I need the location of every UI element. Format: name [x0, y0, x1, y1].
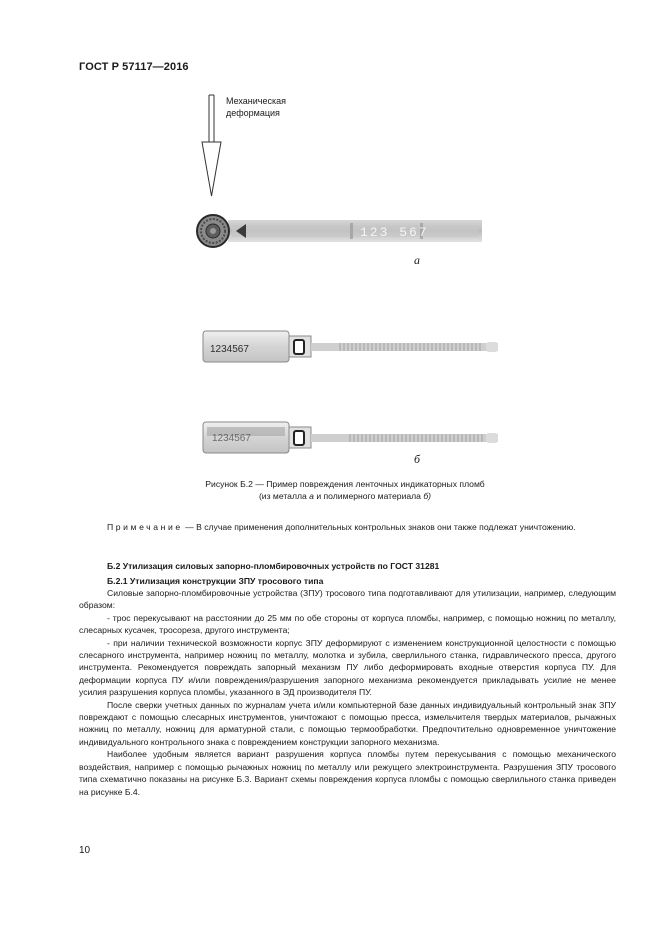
- paragraph-1: Силовые запорно-пломбировочные устройства (ЗПУ) тросового типа подготавливают для утилизации, например, следующим образом:: [79, 588, 616, 611]
- paragraph-5: Наиболее удобным является вариант разрушения корпуса пломбы путем перекусывания с помощью механического воздействия, например с помощью рычажных ножниц по металлу или режущего электроинструмента. Разрушения ЗПУ тросового типа схематично показаны на рисунке Б.3. Вариант схемы повреждения корпуса пломбы с помощью сверлильного станка приведен на рисунке Б.4.: [79, 749, 616, 797]
- page-number: 10: [79, 845, 91, 856]
- caption-line2: (из металла а и полимерного материала б): [258, 491, 432, 501]
- section-b21-title: Б.2.1 Утилизация конструкции ЗПУ тросового типа: [107, 576, 324, 586]
- figure-caption: [160, 478, 530, 502]
- arrow-label-line2: деформация: [226, 108, 280, 118]
- polymer-seal-b1: [203, 331, 498, 362]
- arrow-label-line1: Механическая: [226, 96, 287, 106]
- seal-b1-number: 1234567: [210, 344, 249, 355]
- paragraph-2: - трос перекусывают на расстоянии до 25 мм по обе стороны от корпуса пломбы, например, с помощью ножниц по металлу, слесарных кусачек, тросореза, другого инструмента;: [79, 612, 616, 636]
- note-word: Примечание: [107, 522, 183, 532]
- note: [79, 521, 616, 533]
- document-header: ГОСТ Р 57117—2016: [79, 61, 189, 73]
- section-b2-title: Б.2 Утилизация силовых запорно-пломбировочных устройств по ГОСТ 31281: [107, 561, 440, 571]
- metal-seal-a: [197, 215, 482, 247]
- note-text: — В случае применения дополнительных контрольных знаков они также подлежат уничтожению.: [182, 522, 576, 532]
- polymer-seal-b2: [203, 422, 498, 453]
- arrow-label: [226, 95, 286, 119]
- seal-a-number: 123 567: [360, 225, 429, 240]
- caption-line1: Рисунок Б.2 — Пример повреждения ленточных индикаторных пломб: [205, 479, 485, 489]
- seal-b2-number: 1234567: [212, 433, 251, 444]
- paragraph-3: - при наличии технической возможности корпус ЗПУ деформируют с изменением конструкционной целостности с помощью слесарного инструмента, например ножниц по металлу, молотка и зубила, сверлильного станка, гидравлического пресса, другого инструмента. Рекомендуется повреждать запорный механизм ПУ либо деформировать входные отверстия корпуса ПУ. Для деформации корпуса ПУ и/или повреждения/разрушения запорного механизма рекомендуется прикладывать усилие не менее усилия разрушения корпуса пломбы, указанного в ЭД производителя ПУ.: [79, 637, 616, 698]
- body-text: [79, 587, 616, 798]
- paragraph-4: После сверки учетных данных по журналам учета и/или компьютерной базе данных индивидуальный контрольный знак ЗПУ повреждают с помощью слесарных инструментов, уничтожают с помощью пресса, измельчителя твердых материалов, рычажных ножниц по металлу, ножниц для арматурной стали, с помощью термообработки. Предпочтительно одновременное уничтожение индивидуального контрольного знака с повреждением конструкции запорного механизма.: [79, 699, 616, 747]
- figure-label-a: а: [414, 253, 420, 267]
- figure-label-b: б: [414, 452, 421, 466]
- deformation-arrow: [202, 95, 221, 196]
